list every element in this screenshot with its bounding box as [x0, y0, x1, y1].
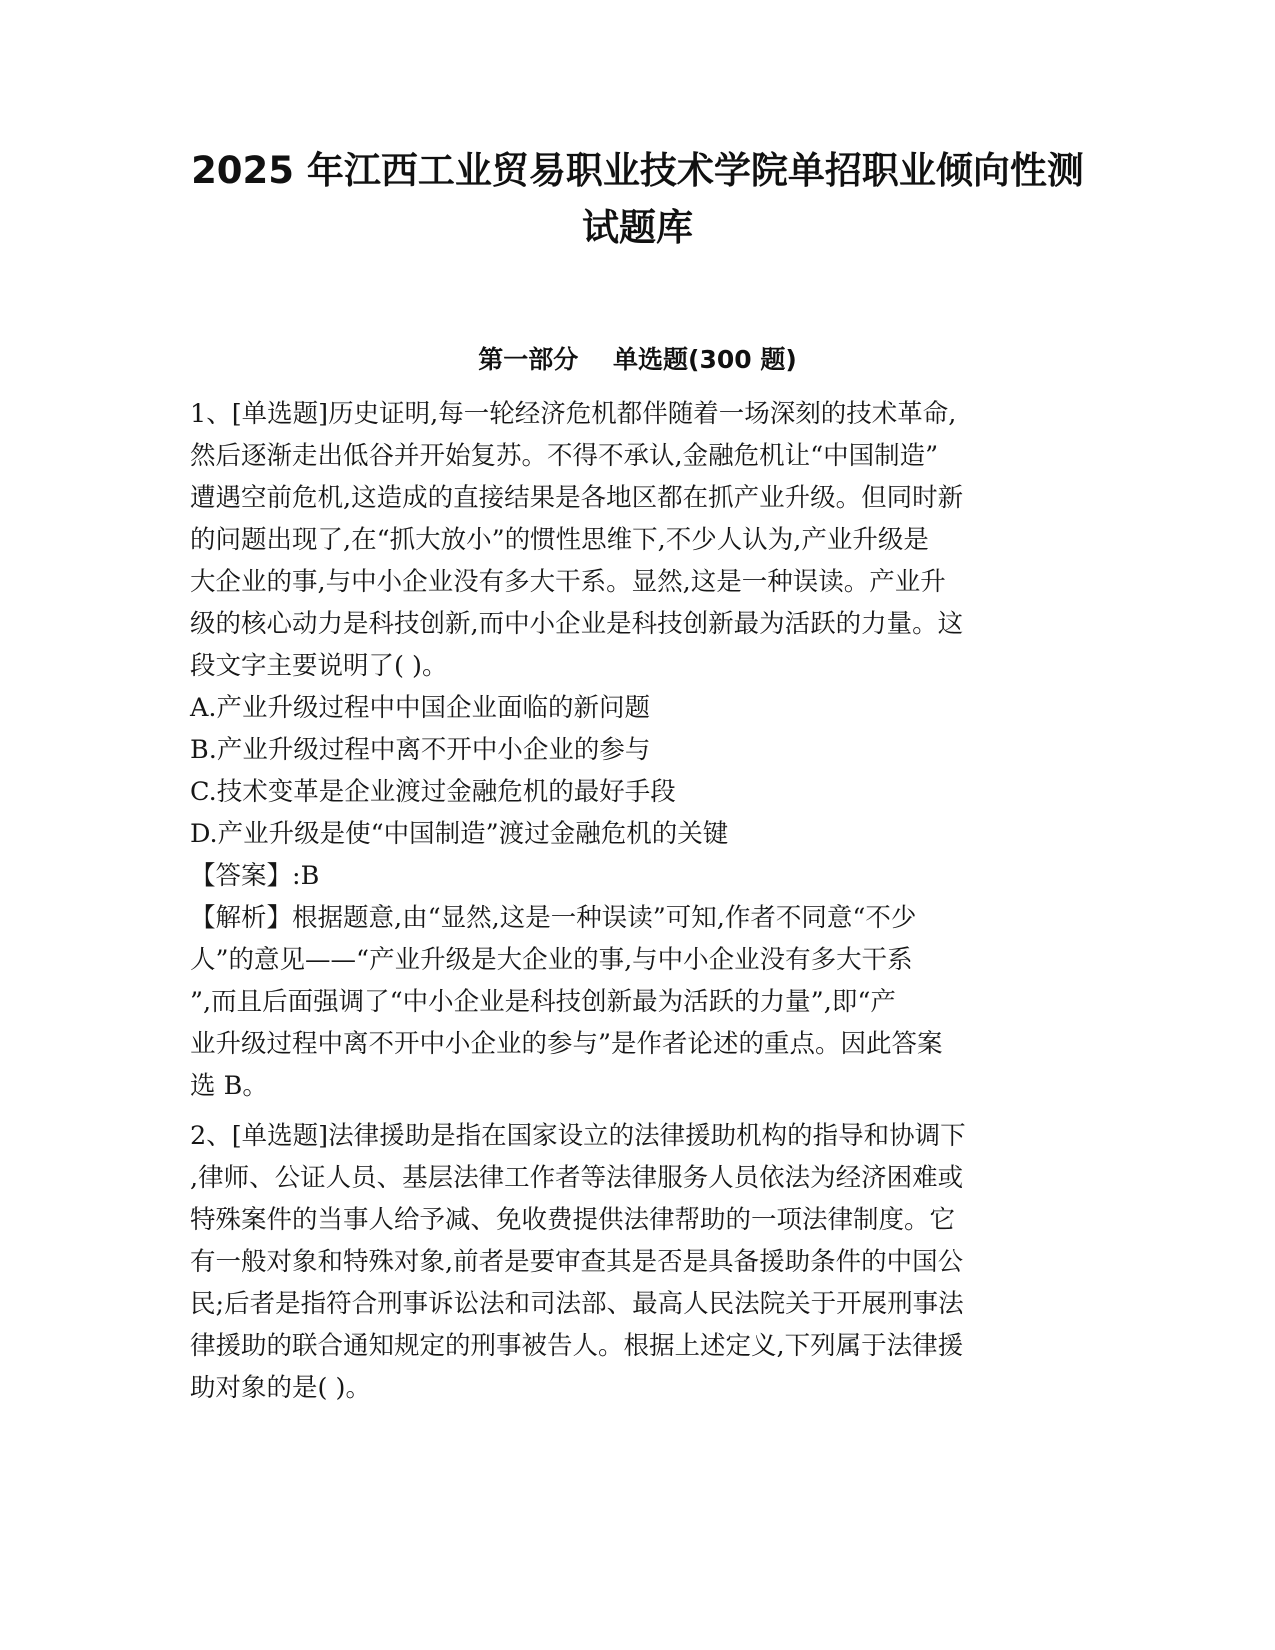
question-stem-line: 段文字主要说明了( )。	[190, 651, 448, 681]
question-stem-line: 2、[单选题]法律援助是指在国家设立的法律援助机构的指导和协调下	[190, 1121, 966, 1151]
question-stem-line: 律援助的联合通知规定的刑事被告人。根据上述定义,下列属于法律援	[190, 1331, 964, 1361]
analysis-line: 业升级过程中离不开中小企业的参与”是作者论述的重点。因此答案	[190, 1029, 943, 1059]
title-line-2: 试题库	[582, 206, 693, 249]
option-a: A.产业升级过程中中国企业面临的新问题	[190, 693, 651, 723]
question-stem-line: 特殊案件的当事人给予减、免收费提供法律帮助的一项法律制度。它	[190, 1205, 956, 1235]
question-stem-line: 民;后者是指符合刑事诉讼法和司法部、最高人民法院关于开展刑事法	[190, 1289, 964, 1319]
question-2	[190, 1115, 1090, 1409]
question-stem-line: 的问题出现了,在“抓大放小”的惯性思维下,不少人认为,产业升级是	[190, 525, 929, 555]
question-stem-line: ,律师、公证人员、基层法律工作者等法律服务人员依法为经济困难或	[190, 1163, 964, 1193]
option-d: D.产业升级是使“中国制造”渡过金融危机的关键	[190, 819, 729, 849]
answer-line: 【答案】:B	[190, 861, 320, 891]
section-heading: 第一部分 单选题(300 题)	[478, 345, 797, 374]
analysis-line: 选 B。	[190, 1071, 268, 1101]
question-stem-line: 有一般对象和特殊对象,前者是要审查其是否是具备援助条件的中国公	[190, 1247, 964, 1277]
question-1	[190, 393, 1090, 1107]
analysis-line: 人”的意见——“产业升级是大企业的事,与中小企业没有多大干系	[190, 945, 913, 975]
question-stem-line: 级的核心动力是科技创新,而中小企业是科技创新最为活跃的力量。这	[190, 609, 964, 639]
question-stem-line: 1、[单选题]历史证明,每一轮经济危机都伴随着一场深刻的技术革命,	[190, 399, 957, 429]
document-title	[160, 142, 1115, 256]
option-c: C.技术变革是企业渡过金融危机的最好手段	[190, 777, 676, 807]
question-stem-line: 大企业的事,与中小企业没有多大干系。显然,这是一种误读。产业升	[190, 567, 946, 597]
question-stem-line: 助对象的是( )。	[190, 1373, 372, 1403]
title-line-1: 2025 年江西工业贸易职业技术学院单招职业倾向性测	[191, 149, 1084, 192]
question-stem-line: 然后逐渐走出低谷并开始复苏。不得不承认,金融危机让“中国制造”	[190, 441, 939, 471]
analysis-line: 【解析】根据题意,由“显然,这是一种误读”可知,作者不同意“不少	[190, 903, 917, 933]
analysis-line: ”,而且后面强调了“中小企业是科技创新最为活跃的力量”,即“产	[190, 987, 896, 1017]
option-b: B.产业升级过程中离不开中小企业的参与	[190, 735, 651, 765]
question-stem-line: 遭遇空前危机,这造成的直接结果是各地区都在抓产业升级。但同时新	[190, 483, 964, 513]
